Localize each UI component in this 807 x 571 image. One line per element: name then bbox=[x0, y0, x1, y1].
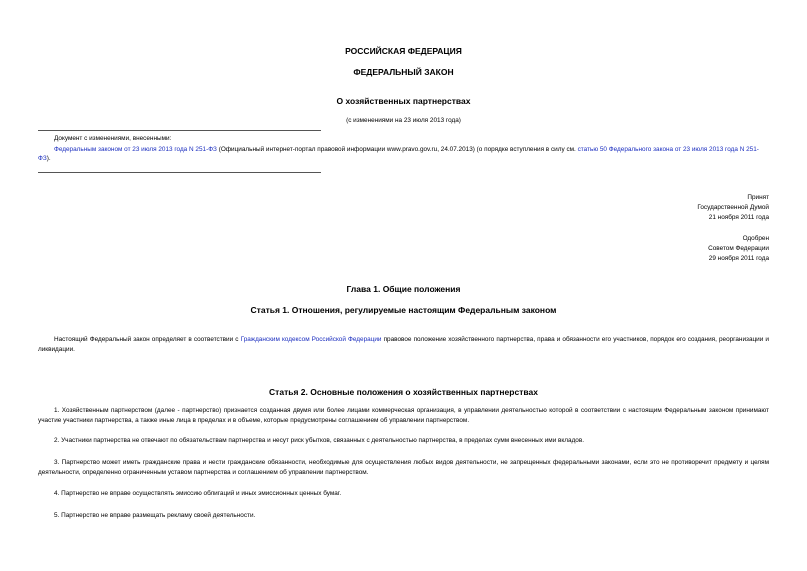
article1-text-start: Настоящий Федеральный закон определяет в соответствии с bbox=[54, 336, 241, 343]
changes-list bbox=[38, 145, 769, 163]
adopted-line1: Принят bbox=[747, 194, 769, 201]
country-heading: РОССИЙСКАЯ ФЕДЕРАЦИЯ bbox=[345, 46, 462, 56]
law-title: О хозяйственных партнерствах bbox=[336, 96, 471, 106]
adopted-block bbox=[569, 193, 769, 223]
article2-item-1: 1. Хозяйственным партнерством (далее - партнерство) признается созданная двумя или более лицами коммерческая организация, в управлении деятельностью которой в соответствии с настоящим Федеральным законом принимают участие участники партнерства, а также иные лица в пределах и в объеме, которые предусмотрены соглашением об управлении партнерством. bbox=[38, 407, 769, 424]
law-type-heading: ФЕДЕРАЛЬНЫЙ ЗАКОН bbox=[353, 67, 454, 77]
article2-item-3: 3. Партнерство может иметь гражданские права и нести гражданские обязанности, необходимые для осуществления любых видов деятельности, не запрещенных федеральными законами, если это не противоречит предмету и целям деятельности, определенно ограниченным уставом партнерства и соглашением об управлении партнерством. bbox=[38, 459, 769, 476]
civil-code-link[interactable]: Гражданским кодексом Российской Федерации bbox=[240, 336, 382, 343]
changes-link-251fz[interactable]: Федеральным законом от 23 июля 2013 года N 251-ФЗ bbox=[54, 146, 217, 153]
bottom-rule bbox=[38, 172, 321, 173]
top-rule bbox=[38, 130, 321, 131]
approved-line3: 29 ноября 2011 года bbox=[708, 255, 769, 262]
adopted-line3: 21 ноября 2011 года bbox=[708, 214, 769, 221]
article2-item-4: 4. Партнерство не вправе осуществлять эмиссию облигаций и иных эмиссионных ценных бумаг. bbox=[54, 490, 342, 497]
edition-note: (с изменениями на 23 июля 2013 года) bbox=[346, 117, 461, 124]
adopted-line2: Государственной Думой bbox=[697, 204, 769, 211]
article2-item-2: 2. Участники партнерства не отвечают по обязательствам партнерства и несут риск убытков, связанных с деятельностью партнерства, в пределах сумм внесенных ими вкладов. bbox=[54, 437, 585, 444]
article2-item-5: 5. Партнерство не вправе размещать рекламу своей деятельности. bbox=[54, 512, 256, 519]
approved-line1: Одобрен bbox=[742, 235, 769, 242]
approved-block bbox=[569, 234, 769, 264]
changes-intro: Документ с изменениями, внесенными: bbox=[54, 135, 172, 142]
changes-text: (Официальный интернет-портал правовой информации www.pravo.gov.ru, 24.07.2013) (о порядке вступления в силу см. bbox=[216, 146, 578, 153]
article1-title: Статья 1. Отношения, регулируемые настоящим Федеральным законом bbox=[250, 305, 557, 315]
article2-title: Статья 2. Основные положения о хозяйственных партнерствах bbox=[269, 387, 538, 397]
article1-paragraph bbox=[38, 335, 769, 355]
changes-link-article50[interactable]: статью 50 Федерального закона от 23 июля 2013 года N 251-ФЗ bbox=[38, 146, 759, 162]
article1-text-end: правовое положение хозяйственного партнерства, права и обязанности его участников, порядок его создания, реорганизации и ликвидации. bbox=[38, 336, 769, 353]
chapter-title: Глава 1. Общие положения bbox=[346, 284, 461, 294]
changes-text-end: ). bbox=[46, 155, 51, 162]
approved-line2: Советом Федерации bbox=[708, 245, 769, 252]
